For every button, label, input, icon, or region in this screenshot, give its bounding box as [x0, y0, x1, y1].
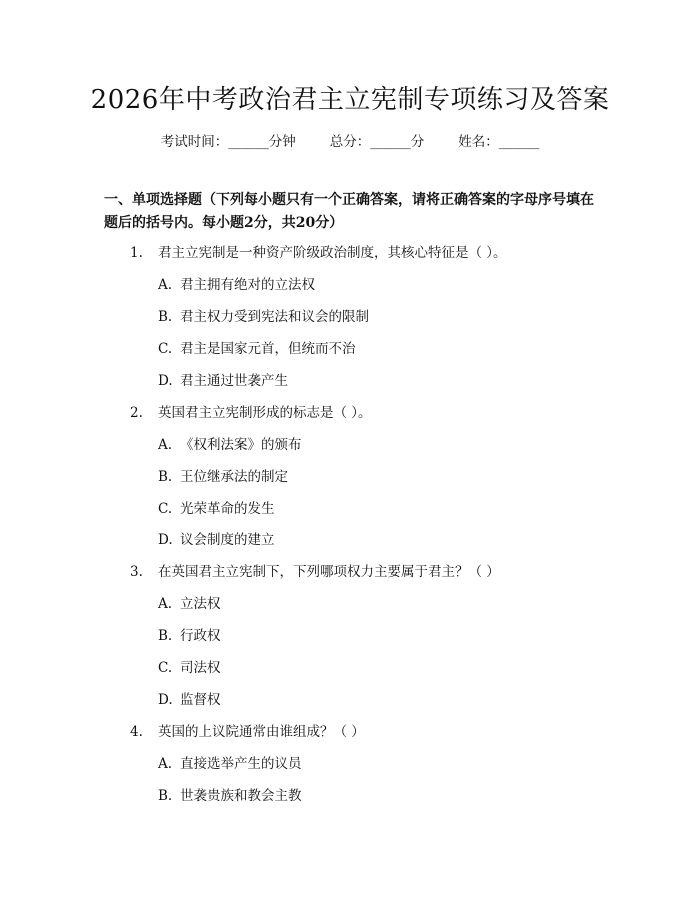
option-text: 君主权力受到宪法和议会的限制 [180, 309, 369, 325]
question-text: 君主立宪制是一种资产阶级政治制度，其核心特征是（ ）。 [158, 245, 507, 261]
question-1 [130, 244, 507, 262]
option-letter: A. [158, 596, 173, 612]
option-text: 立法权 [180, 596, 221, 612]
option-letter: D. [158, 532, 173, 548]
question-text: 英国君主立宪制形成的标志是（ ）。 [158, 405, 372, 421]
time-unit: 分钟 [268, 134, 296, 150]
option-1d [158, 372, 288, 390]
option-letter: C. [158, 341, 173, 357]
option-text: 君主通过世袭产生 [180, 373, 288, 389]
option-text: 监督权 [180, 692, 221, 708]
question-3 [130, 563, 500, 581]
option-text: 世袭贵族和教会主教 [180, 788, 302, 804]
option-2b [158, 468, 288, 486]
option-letter: B. [158, 788, 173, 804]
option-2d [158, 531, 275, 549]
question-number: 2. [130, 405, 143, 421]
section-title: 一、单项选择题（下列每小题只有一个正确答案，请将正确答案的字母序号填在题后的括号内。每小题2分，共20分） [104, 192, 594, 231]
option-letter: B. [158, 309, 173, 325]
option-2a [158, 436, 302, 454]
question-number: 4. [130, 724, 143, 740]
option-letter: A. [158, 277, 173, 293]
option-letter: A. [158, 437, 173, 453]
option-3a [158, 595, 221, 613]
option-1a [158, 276, 315, 294]
option-text: 直接选举产生的议员 [180, 756, 302, 772]
option-letter: B. [158, 469, 173, 485]
option-text: 君主是国家元首，但统而不治 [180, 341, 356, 357]
option-3d [158, 691, 221, 709]
question-2 [130, 404, 372, 422]
page-title: 2026年中考政治君主立宪制专项练习及答案 [90, 85, 610, 115]
option-letter: C. [158, 660, 173, 676]
option-1c [158, 340, 356, 358]
option-3b [158, 627, 221, 645]
option-4a [158, 755, 302, 773]
option-4b [158, 787, 302, 805]
question-text: 英国的上议院通常由谁组成？（ ） [158, 724, 365, 740]
option-text: 议会制度的建立 [180, 532, 275, 548]
score-blank: ______ [370, 134, 411, 150]
name-label: 姓名： [458, 134, 499, 150]
question-number: 3. [130, 564, 143, 580]
option-letter: D. [158, 373, 173, 389]
option-text: 行政权 [180, 628, 221, 644]
name-blank: ______ [498, 134, 540, 150]
option-letter: C. [158, 501, 173, 517]
question-text: 在英国君主立宪制下，下列哪项权力主要属于君主？（ ） [158, 564, 500, 580]
option-3c [158, 659, 221, 677]
option-text: 光荣革命的发生 [180, 501, 275, 517]
option-letter: A. [158, 756, 173, 772]
option-text: 王位继承法的制定 [180, 469, 288, 485]
option-letter: B. [158, 628, 173, 644]
question-number: 1. [130, 245, 143, 261]
question-4 [130, 723, 365, 741]
option-1b [158, 308, 369, 326]
time-label: 考试时间： [160, 134, 229, 150]
score-label: 总分： [329, 134, 371, 150]
score-unit: 分 [410, 134, 425, 150]
time-blank: ______ [228, 134, 269, 150]
option-text: 司法权 [180, 660, 221, 676]
option-text: 《权利法案》的颁布 [180, 437, 302, 453]
exam-info-line [0, 133, 700, 151]
option-letter: D. [158, 692, 173, 708]
option-2c [158, 500, 275, 518]
option-text: 君主拥有绝对的立法权 [180, 277, 315, 293]
